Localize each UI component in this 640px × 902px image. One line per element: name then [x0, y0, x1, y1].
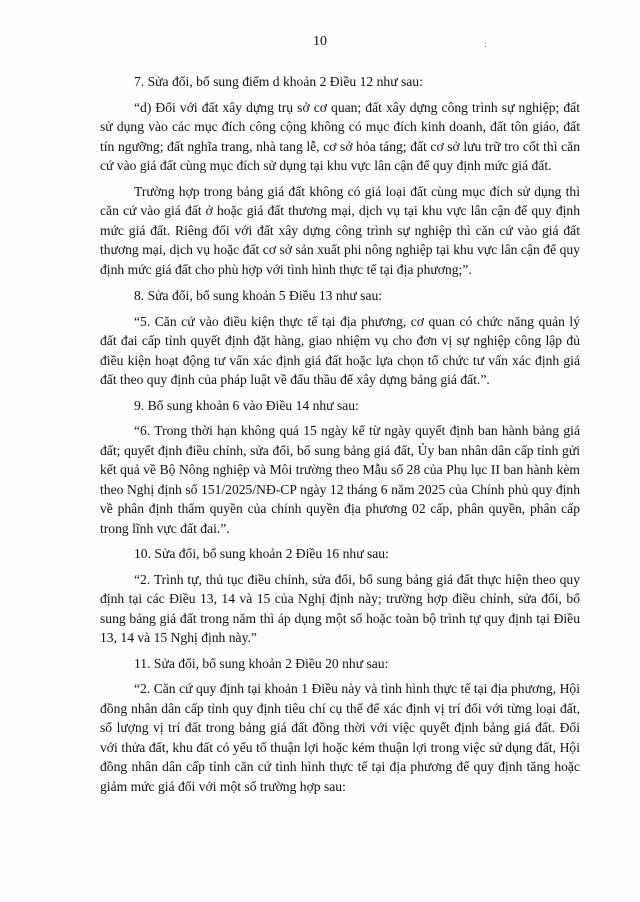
amendment-text-11: “2. Căn cứ quy định tại khoản 1 Điều này và tình hình thực tế tại địa phương, Hội đồng nhân dân cấp tỉnh quy định tiêu chí cụ thể để xác định vị trí đối với từng loại đất, số lượng vị trí đất trong bảng giá đất đồng thời với việc quyết định bảng giá đất. Đối với thửa đất, khu đất có yếu tố thuận lợi hoặc kém thuận lợi trong việc sử dụng đất, Hội đồng nhân dân cấp tỉnh căn cứ tình hình thực tế tại địa phương để quy định tăng hoặc giảm mức giá đối với một số trường hợp sau: — [100, 681, 580, 794]
margin-mark: : — [484, 39, 487, 49]
amendment-heading-7: 7. Sửa đổi, bổ sung điểm d khoản 2 Điều 12 như sau: — [134, 74, 423, 89]
amendment-text-7-d: “d) Đối với đất xây dựng trụ sở cơ quan; đất xây dựng công trình sự nghiệp; đất sử dụng vào các mục đích công cộng không có mục đích kinh doanh, đất tôn giáo, đất tín ngưỡng; đất nghĩa trang, nhà tang lễ, cơ sở hỏa táng; đất cơ sở lưu trữ tro cốt thì căn cứ vào giá đất cùng mục đích sử dụng tại khu vực lân cận để quy định mức giá đất. — [100, 99, 580, 173]
page-number: 10 — [313, 34, 327, 49]
amendment-heading-8: 8. Sửa đổi, bổ sung khoản 5 Điều 13 như sau: — [134, 288, 383, 303]
amendment-text-7-continued: Trường hợp trong bảng giá đất không có giá loại đất cùng mục đích sử dụng thì căn cứ vào giá đất ở hoặc giá đất thương mại, dịch vụ tại khu vực lân cận để quy định mức giá đất. Riêng đối với đất xây dựng công trình sự nghiệp thì căn cứ vào giá đất thương mại, dịch vụ hoặc đất cơ sở sản xuất phi nông nghiệp tại khu vực lân cận để quy định mức giá đất cho phù hợp với tình hình thực tế tại địa phương;”. — [100, 183, 580, 277]
amendment-text-8: “5. Căn cứ vào điều kiện thực tế tại địa phương, cơ quan có chức năng quản lý đất đai cấp tỉnh quyết định đặt hàng, giao nhiệm vụ cho đơn vị sự nghiệp công lập đủ điều kiện hoạt động tư vấn xác định giá đất hoặc lựa chọn tổ chức tư vấn xác định giá đất theo quy định của pháp luật về đấu thầu để xây dựng bảng giá đất.”. — [100, 313, 580, 387]
amendment-text-10: “2. Trình tự, thủ tục điều chỉnh, sửa đổi, bổ sung bảng giá đất thực hiện theo quy định tại các Điều 13, 14 và 15 của Nghị định này; trường hợp điều chỉnh, sửa đổi, bổ sung bảng giá đất trong năm thì áp dụng một số hoặc toàn bộ trình tự quy định tại Điều 13, 14 và 15 Nghị định này.” — [100, 571, 580, 645]
document-body — [100, 72, 580, 802]
amendment-heading-10: 10. Sửa đổi, bổ sung khoản 2 Điều 16 như sau: — [134, 546, 389, 561]
amendment-text-9: “6. Trong thời hạn không quá 15 ngày kể từ ngày quyết định ban hành bảng giá đất; quyết định điều chỉnh, sửa đổi, bổ sung bảng giá đất, Ủy ban nhân dân cấp tỉnh gửi kết quả về Bộ Nông nghiệp và Môi trường theo Mẫu số 28 của Phụ lục II ban hành kèm theo Nghị định số 151/2025/NĐ-CP ngày 12 tháng 6 năm 2025 của Chính phủ quy định về phân định thẩm quyền của chính quyền địa phương 02 cấp, phân quyền, phân cấp trong lĩnh vực đất đai.”. — [100, 423, 580, 536]
amendment-heading-11: 11. Sửa đổi, bổ sung khoản 2 Điều 20 như sau: — [134, 655, 389, 671]
amendment-heading-9: 9. Bổ sung khoản 6 vào Điều 14 như sau: — [134, 397, 359, 413]
